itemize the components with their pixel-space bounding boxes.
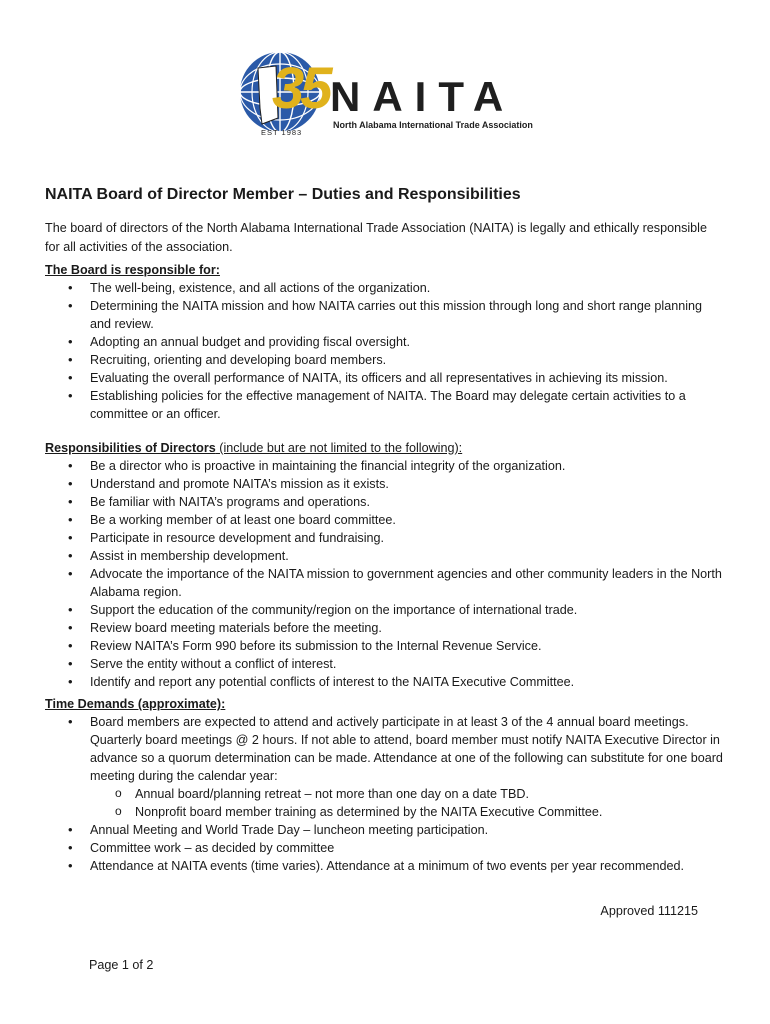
time-first-item: Board members are expected to attend and actively participate in at least 3 of the 4 annual board meetings. Quarterly board meetings @ 2 hours. If not able to attend, board member must notify NAITA Executive Director in advance so a quorum determination can be made. Attendance at one of the following can substitute for one board meeting during the calendar year: [90, 715, 723, 783]
page-number: Page 1 of 2 [89, 958, 154, 972]
logo-established: EST 1983 [261, 128, 303, 137]
intro-paragraph: The board of directors of the North Alabama International Trade Association (NAITA) is legally and ethically responsible for all activities of the association. [45, 221, 707, 254]
board-list [45, 279, 725, 423]
directors-heading: Responsibilities of Directors [45, 441, 216, 455]
list-item: • Review board meeting materials before the meeting. [90, 619, 725, 637]
board-heading: The Board is responsible for: [45, 263, 220, 277]
page-title: NAITA Board of Director Member – Duties and Responsibilities [45, 186, 521, 203]
list-item: • Be familiar with NAITA’s programs and operations. [90, 493, 725, 511]
sub-list-item: o Nonprofit board member training as determined by the NAITA Executive Committee. [135, 803, 725, 821]
list-item: • Establishing policies for the effective management of NAITA. The Board may delegate certain activities to a committee or an officer. [90, 387, 725, 423]
list-item: • Determining the NAITA mission and how NAITA carries out this mission through long and short range planning and review. [90, 297, 725, 333]
list-item: • Attendance at NAITA events (time varies). Attendance at a minimum of two events per year recommended. [90, 857, 725, 875]
time-sub-list [90, 785, 725, 821]
list-item: • Understand and promote NAITA’s mission as it exists. [90, 475, 725, 493]
list-item: • Advocate the importance of the NAITA mission to government agencies and other community leaders in the North Alabama region. [90, 565, 725, 601]
document-body [45, 184, 725, 875]
list-item: • Identify and report any potential conflicts of interest to the NAITA Executive Committee. [90, 673, 725, 691]
logo-subtitle: North Alabama International Trade Association [333, 120, 533, 130]
logo-number: 35 [272, 56, 329, 121]
logo-name: NAITA [330, 73, 516, 120]
directors-heading-note: (include but are not limited to the following): [215, 441, 463, 455]
list-item: • Be a director who is proactive in maintaining the financial integrity of the organization. [90, 457, 725, 475]
list-item: • Assist in membership development. [90, 547, 725, 565]
naita-logo [236, 44, 536, 140]
list-item: • Adopting an annual budget and providing fiscal oversight. [90, 333, 725, 351]
time-section [45, 695, 725, 875]
approval-stamp: Approved 111215 [600, 904, 698, 918]
list-item: • Review NAITA’s Form 990 before its submission to the Internal Revenue Service. [90, 637, 725, 655]
list-item: • Recruiting, orienting and developing board members. [90, 351, 725, 369]
list-item: • Participate in resource development and fundraising. [90, 529, 725, 547]
list-item: • Serve the entity without a conflict of interest. [90, 655, 725, 673]
time-heading: Time Demands (approximate): [45, 697, 226, 711]
list-item: • Support the education of the community/region on the importance of international trade. [90, 601, 725, 619]
list-item: • Annual Meeting and World Trade Day – luncheon meeting participation. [90, 821, 725, 839]
list-item: • Be a working member of at least one board committee. [90, 511, 725, 529]
directors-list [45, 457, 725, 691]
list-item: • Committee work – as decided by committee [90, 839, 725, 857]
list-item: • The well-being, existence, and all actions of the organization. [90, 279, 725, 297]
board-section [45, 261, 725, 423]
directors-section [45, 439, 725, 691]
list-item: • Evaluating the overall performance of NAITA, its officers and all representatives in achieving its mission. [90, 369, 725, 387]
sub-list-item: o Annual board/planning retreat – not more than one day on a date TBD. [135, 785, 725, 803]
time-list [45, 713, 725, 875]
list-item [90, 713, 725, 821]
directors-heading-line [45, 439, 725, 457]
